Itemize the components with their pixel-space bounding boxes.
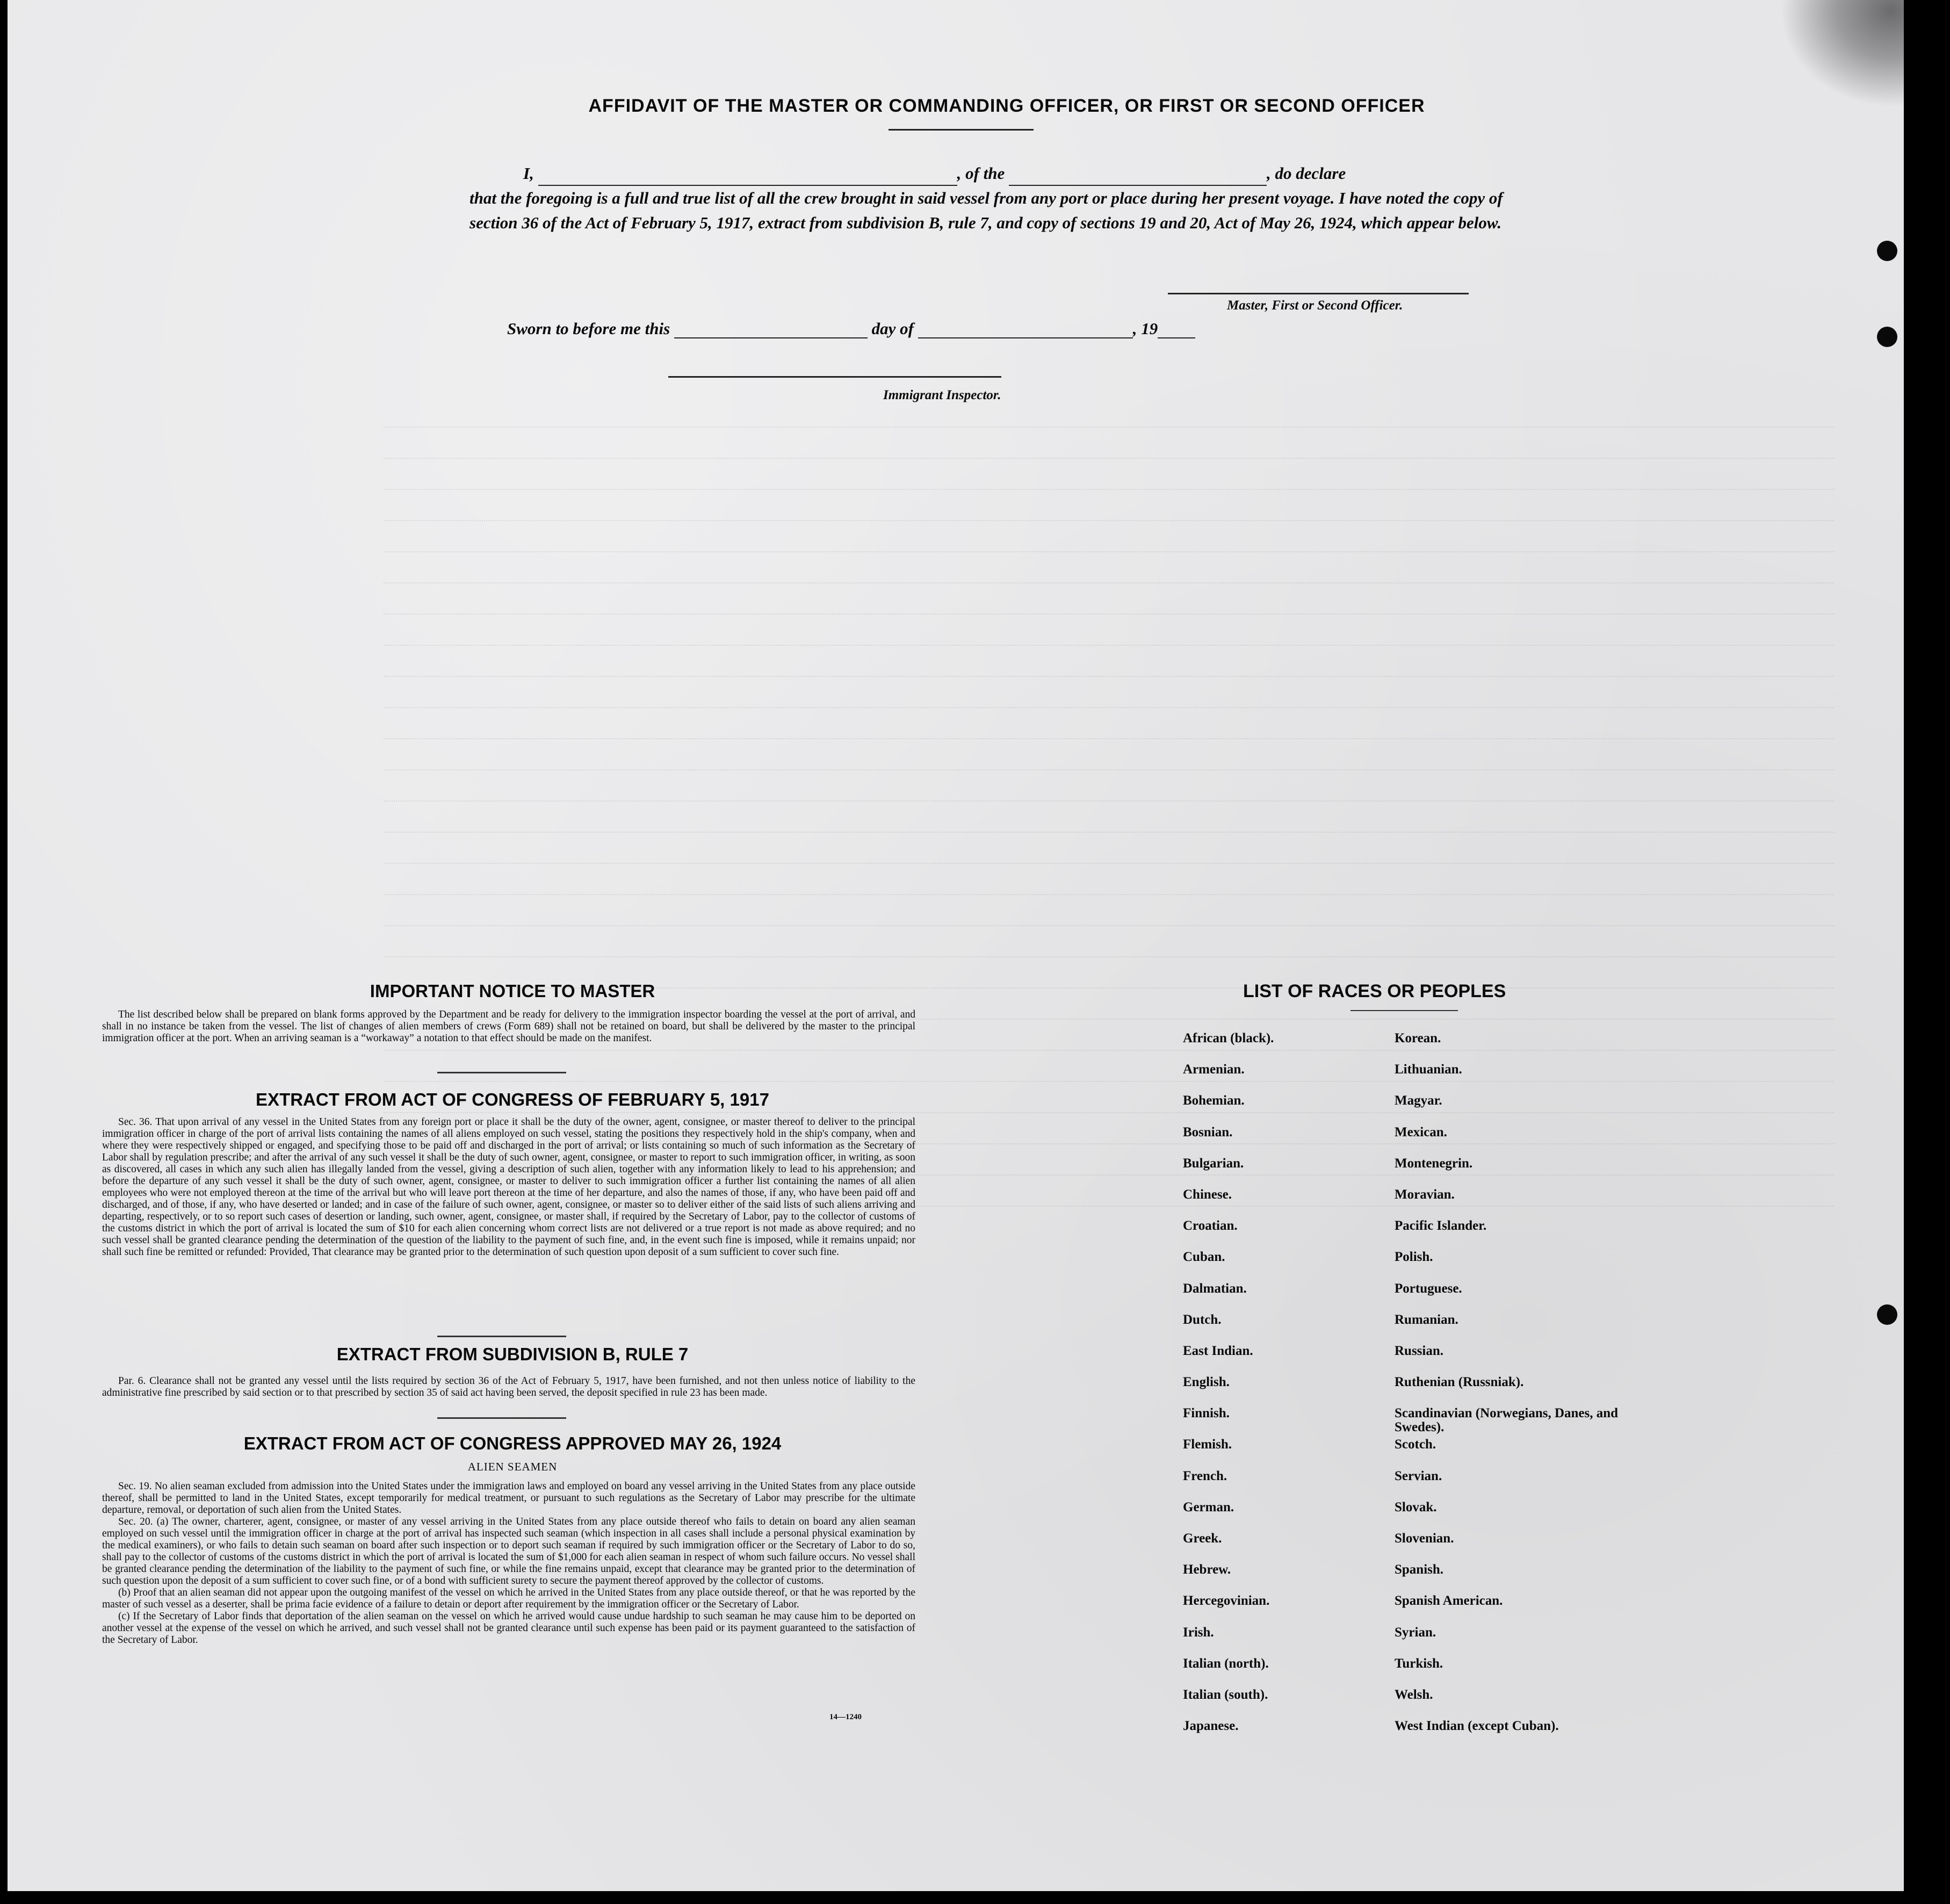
affidavit-body bbox=[470, 161, 1512, 235]
affidavit-title: AFFIDAVIT OF THE MASTER OR COMMANDING OFFICER, OR FIRST OR SECOND OFFICER bbox=[588, 96, 1425, 116]
sec-20c: (c) If the Secretary of Labor finds that deportation of the alien seaman on the vessel on which he arrived would cause undue hardship to such seaman he may cause him to be deported on another vessel at the expense of the vessel on which he arrived, and such vessel shall not be granted clearance until such expense has been paid or its payment guaranteed to the satisfaction of the Secretary of Labor. bbox=[102, 1611, 915, 1646]
section-rule bbox=[437, 1336, 566, 1337]
bleed-through-row bbox=[384, 569, 1834, 583]
race-item: Spanish American. bbox=[1395, 1593, 1503, 1609]
race-item: Slovenian. bbox=[1395, 1531, 1454, 1546]
race-item: Croatian. bbox=[1183, 1218, 1238, 1234]
declare-label: , do declare bbox=[1267, 164, 1346, 183]
race-item: French. bbox=[1183, 1468, 1227, 1483]
bleed-through-row bbox=[384, 694, 1834, 708]
race-item: Magyar. bbox=[1395, 1093, 1442, 1108]
inspector-label: Immigrant Inspector. bbox=[883, 388, 1001, 402]
declarant-label: I, bbox=[523, 164, 534, 183]
extract-rule7-text: Par. 6. Clearance shall not be granted any vessel until the lists required by section 36 of the Act of February 5, 1917, have been furnished, and not then unless notice of liability to the administrative fine prescribed by said section or to that prescribed by section 35 of said act having been served, the deposit specified in rule 23 has been made. bbox=[102, 1375, 915, 1398]
sec-20b: (b) Proof that an alien seaman did not appear upon the outgoing manifest of the vessel on which he arrived in the United States from any place outside thereof, or that he was reported by the master of such vessel as a deserter, shall be prima facie evidence of a failure to detain or deport after requirement by the immigration officer or the Secretary of Labor. bbox=[102, 1587, 915, 1610]
inspector-signature-line[interactable] bbox=[668, 376, 1001, 378]
race-item: Bohemian. bbox=[1183, 1093, 1245, 1108]
alien-seamen-subtitle: ALIEN SEAMEN bbox=[467, 1460, 558, 1473]
race-item: Flemish. bbox=[1183, 1437, 1232, 1452]
race-item: Rumanian. bbox=[1395, 1312, 1458, 1327]
declarant-name-blank[interactable] bbox=[538, 169, 957, 186]
year-label: , 19 bbox=[1132, 319, 1158, 338]
race-item: Bosnian. bbox=[1183, 1124, 1233, 1139]
race-item: German. bbox=[1183, 1499, 1234, 1514]
extract-1924-title: EXTRACT FROM ACT OF CONGRESS APPROVED MAY 26, 1924 bbox=[243, 1433, 782, 1453]
bleed-through-row bbox=[384, 912, 1834, 926]
race-item: Pacific Islander. bbox=[1395, 1218, 1487, 1234]
races-title: LIST OF RACES OR PEOPLES bbox=[1243, 981, 1506, 1001]
race-item: West Indian (except Cuban). bbox=[1395, 1719, 1559, 1734]
form-number: 14—1240 bbox=[829, 1713, 862, 1721]
bleed-through-row bbox=[384, 1037, 1834, 1051]
race-item: Portuguese. bbox=[1395, 1281, 1462, 1296]
race-item: Russian. bbox=[1395, 1343, 1444, 1358]
bleed-through-row bbox=[384, 881, 1834, 895]
race-item: Polish. bbox=[1395, 1250, 1433, 1265]
bleed-through-row bbox=[384, 975, 1834, 989]
race-item: Greek. bbox=[1183, 1531, 1222, 1546]
punch-hole bbox=[1877, 1304, 1897, 1325]
bleed-through-row bbox=[384, 1068, 1834, 1082]
declaration-text: that the foregoing is a full and true list of all the crew brought in said vessel from any port or place during her present voyage. I have noted the copy of section 36 of the Act of February 5, 1917, extract from subdivision B, rule 7, and copy of sections 19 and 20, Act of May 26, 1924, which appear below. bbox=[470, 189, 1503, 232]
race-item: Irish. bbox=[1183, 1625, 1214, 1640]
race-item: Turkish. bbox=[1395, 1656, 1443, 1671]
bleed-through-row bbox=[384, 1130, 1834, 1144]
day-of-label: day of bbox=[871, 319, 914, 338]
race-item: Scotch. bbox=[1395, 1437, 1436, 1452]
extract-1917-text: Sec. 36. That upon arrival of any vessel in the United States from any foreign port or place it shall be the duty of the owner, agent, consignee, or master thereof to deliver to the principal immigration officer in charge of the port of arrival lists containing the names of all aliens employed on such vessel, stating the positions they respectively hold in the ship's company, when and where they were respectively shipped or engaged, and specifying those to be paid off and discharged in the port of arrival; or lists containing so much of such information as the Secretary of Labor shall by regulation prescribe; and after the arrival of any such vessel it shall be the duty of such owner, agent, consignee, or master to report to such immigration officer, in writing, as soon as discovered, all cases in which any such alien has illegally landed from the vessel, giving a description of such alien, together with any information likely to lead to his apprehension; and before the departure of any such vessel it shall be the duty of such owner, agent, consignee, or master to deliver to such immigration officer a further list containing the names of all alien employees who were not employed thereon at the time of the arrival but who will leave port thereon at the time of her departure, and also the names of those, if any, who have been paid off and discharged, and of those, if any, who have deserted or landed; and in case of the failure of such owner, agent, consignee, or master so to deliver either of the said lists of such aliens arriving and departing, respectively, or to so report such cases of desertion or landing, such owner, agent, consignee, or master shall, if required by the Secretary of Labor, pay to the collector of customs of the customs district in which the port of arrival is located the sum of $10 for each alien concerning whom correct lists are not delivered or a true report is not made as above required; and no such vessel shall be granted clearance pending the determination of the question of the liability to the payment of such fine, and, in the event such fine is imposed, while it remains unpaid; nor shall such fine be remitted or refunded: Provided, That clearance may be granted prior to the determination of such question upon deposit of a sum sufficient to cover such fine. bbox=[102, 1116, 915, 1258]
section-rule bbox=[437, 1417, 566, 1419]
sec-20a: Sec. 20. (a) The owner, charterer, agent, consignee, or master of any vessel arriving in the United States from any place outside thereof who fails to detain on board any alien seaman employed on such vessel until the immigration officer in charge at the port of arrival has inspected such seaman (which inspection in all cases shall include a personal physical examination by the medical examiners), or who fails to detain such seaman on board after such inspection or to deport such seaman if required by such immigration officer or the Secretary of Labor to do so, shall pay to the collector of customs of the customs district in which the port of arrival is located the sum of $1,000 for each alien seaman in respect of whom such failure occurs. No vessel shall be granted clearance pending the determination of the liability to the payment of such fine, or while the fine remains unpaid, except that clearance may be granted prior to the determination of such question upon the deposit of a sum sufficient to cover such fine, or of a bond with sufficient surety to secure the payment thereof approved by the collector of customs. bbox=[102, 1516, 915, 1586]
bleed-through-row bbox=[384, 1006, 1834, 1020]
notice-text: The list described below shall be prepared on blank forms approved by the Department and be ready for delivery to the immigration inspector boarding the vessel at the port of arrival, and shall in no instance be taken from the vessel. The list of changes of alien members of crews (Form 689) shall not be retained on board, but shall be delivered by the master to the principal immigration officer at the port. When an arriving seaman is a “workaway” a notation to that effect should be made on the manifest. bbox=[102, 1009, 915, 1044]
bleed-through-row bbox=[384, 819, 1834, 833]
race-item: Scandinavian (Norwegians, Danes, and Swedes). bbox=[1395, 1406, 1619, 1435]
punch-hole bbox=[1877, 327, 1897, 347]
race-item: Hercegovinian. bbox=[1183, 1593, 1270, 1609]
title-rule bbox=[889, 129, 1034, 131]
bleed-through-row bbox=[384, 632, 1834, 646]
bleed-through-row bbox=[384, 725, 1834, 739]
bleed-through-row bbox=[384, 1193, 1834, 1207]
race-item: Lithuanian. bbox=[1395, 1062, 1462, 1077]
race-item: African (black). bbox=[1183, 1031, 1274, 1045]
sworn-day-blank[interactable] bbox=[674, 322, 868, 338]
race-item: Moravian. bbox=[1395, 1187, 1455, 1202]
race-item: Mexican. bbox=[1395, 1124, 1447, 1139]
bleed-through-row bbox=[384, 788, 1834, 802]
race-item: Italian (south). bbox=[1183, 1687, 1268, 1702]
race-item: Japanese. bbox=[1183, 1719, 1239, 1734]
race-item: Dutch. bbox=[1183, 1312, 1222, 1327]
sworn-year-blank[interactable] bbox=[1158, 322, 1195, 338]
bleed-through-row bbox=[384, 1099, 1834, 1113]
bleed-through-row bbox=[384, 414, 1834, 428]
race-item: Finnish. bbox=[1183, 1406, 1230, 1421]
race-item: Cuban. bbox=[1183, 1250, 1225, 1265]
sworn-line bbox=[507, 319, 1195, 338]
declaration-line bbox=[470, 161, 1512, 186]
bleed-through-row bbox=[384, 943, 1834, 957]
bleed-through-row bbox=[384, 601, 1834, 615]
notice-title: IMPORTANT NOTICE TO MASTER bbox=[370, 981, 655, 1001]
vessel-label: , of the bbox=[957, 164, 1005, 183]
race-item: East Indian. bbox=[1183, 1343, 1253, 1358]
sworn-label: Sworn to before me this bbox=[507, 319, 670, 338]
bleed-through-row bbox=[384, 538, 1834, 552]
race-item: Servian. bbox=[1395, 1468, 1442, 1483]
bleed-through-row bbox=[384, 850, 1834, 864]
race-item: Ruthenian (Russniak). bbox=[1395, 1375, 1524, 1390]
extract-1917-title: EXTRACT FROM ACT OF CONGRESS OF FEBRUARY 5, 1917 bbox=[256, 1090, 769, 1109]
bleed-through-row bbox=[384, 445, 1834, 459]
race-item: Montenegrin. bbox=[1395, 1156, 1473, 1171]
vessel-name-blank[interactable] bbox=[1009, 169, 1267, 186]
race-item: Syrian. bbox=[1395, 1625, 1436, 1640]
bleed-through-row bbox=[384, 756, 1834, 770]
extract-rule7-title: EXTRACT FROM SUBDIVISION B, RULE 7 bbox=[336, 1344, 689, 1364]
extract-1924-text bbox=[102, 1481, 915, 1646]
race-item: Welsh. bbox=[1395, 1687, 1433, 1702]
bleed-through-row bbox=[384, 476, 1834, 490]
bleed-through-row bbox=[384, 1162, 1834, 1175]
sworn-month-blank[interactable] bbox=[918, 322, 1133, 338]
race-item: Bulgarian. bbox=[1183, 1156, 1244, 1171]
torn-corner bbox=[1780, 0, 1904, 107]
bleed-through-row bbox=[384, 507, 1834, 521]
signature-line[interactable] bbox=[1168, 293, 1469, 294]
race-item: Slovak. bbox=[1395, 1499, 1437, 1514]
race-item: English. bbox=[1183, 1375, 1230, 1390]
sec-19: Sec. 19. No alien seaman excluded from admission into the United States under the immigration laws and employed on board any vessel arriving in the United States from any place outside thereof, shall be permitted to land in the United States, except temporarily for medical treatment, or pursuant to such regulations as the Secretary of Labor may prescribe for the ultimate departure, removal, or deportation of such alien from the United States. bbox=[102, 1481, 915, 1516]
bleed-through-row bbox=[384, 663, 1834, 677]
punch-hole bbox=[1877, 241, 1897, 261]
race-item: Spanish. bbox=[1395, 1562, 1444, 1577]
race-item: Dalmatian. bbox=[1183, 1281, 1247, 1296]
race-item: Italian (north). bbox=[1183, 1656, 1269, 1671]
race-item: Hebrew. bbox=[1183, 1562, 1231, 1577]
race-item: Armenian. bbox=[1183, 1062, 1245, 1077]
race-item: Korean. bbox=[1395, 1031, 1441, 1045]
document-page bbox=[8, 0, 1904, 1891]
signature-label: Master, First or Second Officer. bbox=[1227, 298, 1403, 313]
race-item: Chinese. bbox=[1183, 1187, 1232, 1202]
